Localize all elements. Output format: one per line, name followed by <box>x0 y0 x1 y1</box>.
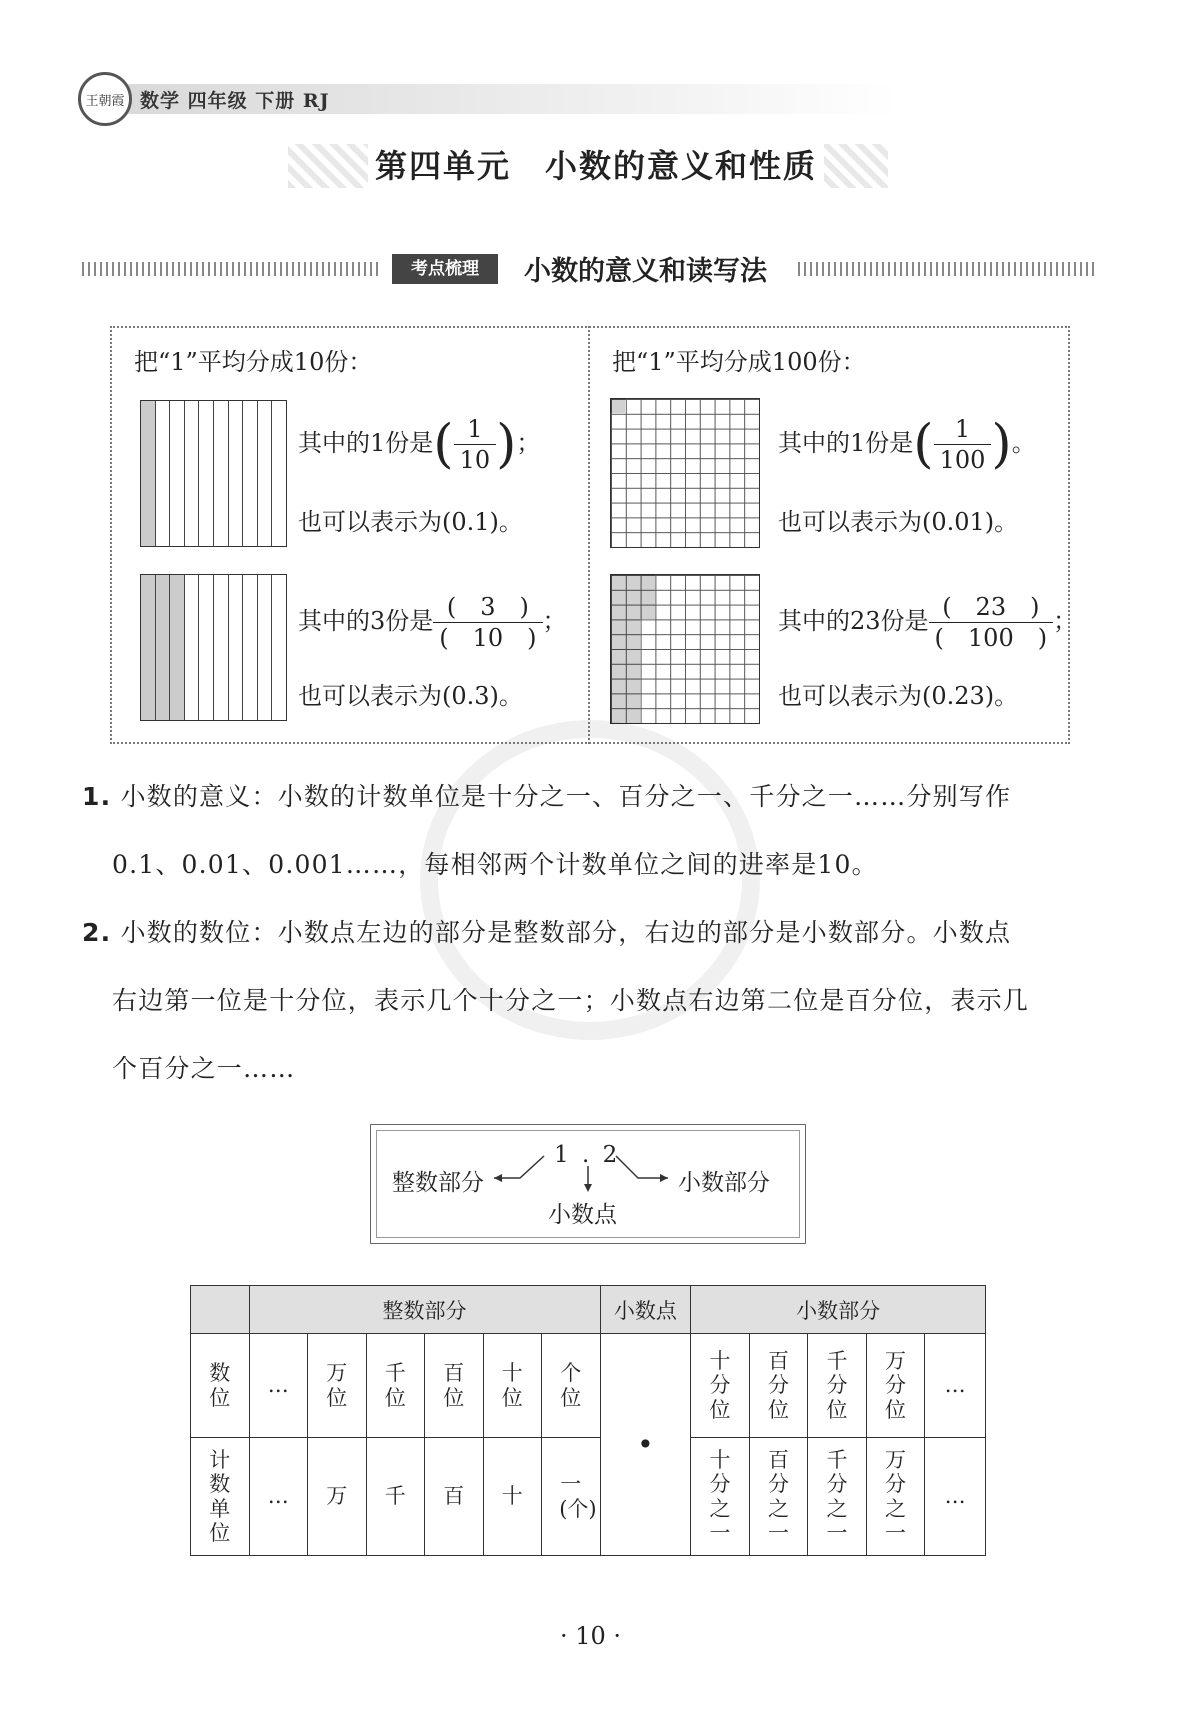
point-1-line1: 1. 小数的意义：小数的计数单位是十分之一、百分之一、千分之一……分别写作 <box>82 782 1012 811</box>
table-header-decimal: 小数部分 <box>691 1286 986 1334</box>
shaded-columns <box>610 574 640 724</box>
table-cell: 万分位 <box>866 1334 925 1438</box>
diagram-point-label: 小数点 <box>548 1202 617 1228</box>
right-item2-line1: 其中的23份是 $\frac{( 23 )}{( 100 )}$ ； <box>778 593 1078 652</box>
right-item1-line1: 其中的1份是( $\frac{1}{100}$ )。 <box>778 414 1036 475</box>
table-decimal-point: • <box>600 1334 691 1556</box>
table-cell: … <box>925 1438 986 1556</box>
left-item1-line2: 也可以表示为(0.1)。 <box>298 508 523 536</box>
table-cell: … <box>249 1334 308 1438</box>
left-item1-line1: 其中的1份是( $\frac{1}{10}$ )； <box>298 414 541 475</box>
table-cell: 十分位 <box>691 1334 750 1438</box>
unit-title: 第四单元 小数的意义和性质 <box>368 144 824 188</box>
diagram-number: 1 . 2 <box>554 1142 621 1168</box>
row-label-unit: 计数单位 <box>191 1438 250 1556</box>
page-number: · 10 · <box>559 1622 622 1650</box>
point-2-line2: 右边第一位是十分位，表示几个十分之一；小数点右边第二位是百分位，表示几 <box>112 986 1030 1015</box>
table-cell: 千 <box>366 1438 425 1556</box>
section-title: 小数的意义和读写法 <box>524 256 767 287</box>
left-item2-line1: 其中的3份是 $\frac{( 3 )}{( 10 )}$ ； <box>298 593 567 652</box>
section-tag: 考点梳理 <box>392 254 498 284</box>
table-cell: 百分之一 <box>749 1438 808 1556</box>
table-cell: 十 <box>483 1438 542 1556</box>
tenths-strip-diagram-1 <box>140 400 287 547</box>
hundredths-grid-1 <box>610 398 760 548</box>
table-cell: 百 <box>425 1438 484 1556</box>
table-cell: 十位 <box>483 1334 542 1438</box>
table-cell: 万位 <box>308 1334 367 1438</box>
point-2-line3: 个百分之一…… <box>112 1054 296 1083</box>
place-value-table <box>190 1285 986 1556</box>
diagram-arrows <box>370 1124 806 1244</box>
table-cell: … <box>249 1438 308 1556</box>
table-cell: 万分之一 <box>866 1438 925 1556</box>
left-heading: 把“1”平均分成10份： <box>134 348 373 376</box>
table-header-integer: 整数部分 <box>249 1286 600 1334</box>
row-label-place: 数位 <box>191 1334 250 1438</box>
table-cell: 个位 <box>542 1334 601 1438</box>
diagram-decimal-label: 小数部分 <box>678 1170 770 1196</box>
brand-logo: 王朝霞 <box>78 72 132 126</box>
left-item2-line2: 也可以表示为(0.3)。 <box>298 682 523 710</box>
point-1-line2: 0.1、0.01、0.001……，每相邻两个计数单位之间的进率是10。 <box>112 850 878 879</box>
table-cell: 千位 <box>366 1334 425 1438</box>
table-cell: 千分位 <box>808 1334 867 1438</box>
table-cell: 百位 <box>425 1334 484 1438</box>
table-cell: 万 <box>308 1438 367 1556</box>
shaded-square <box>610 398 625 413</box>
header-text: 数学 四年级 下册 RJ <box>140 90 330 112</box>
right-item1-line2: 也可以表示为(0.01)。 <box>778 508 1019 536</box>
right-item2-line2: 也可以表示为(0.23)。 <box>778 682 1019 710</box>
table-cell: 百分位 <box>749 1334 808 1438</box>
table-cell: … <box>925 1334 986 1438</box>
table-corner <box>191 1286 250 1334</box>
tenths-strip-diagram-2 <box>140 574 287 721</box>
table-cell: 十分之一 <box>691 1438 750 1556</box>
box-divider <box>588 326 590 744</box>
point-2-line1: 2. 小数的数位：小数点左边的部分是整数部分，右边的部分是小数部分。小数点 <box>82 918 1012 947</box>
dotted-rule-right <box>798 262 1098 276</box>
right-heading: 把“1”平均分成100份： <box>612 348 866 376</box>
dotted-rule-left <box>82 262 382 276</box>
shaded-cells <box>640 574 655 619</box>
table-header-point: 小数点 <box>600 1286 691 1334</box>
table-cell: 一(个) <box>542 1438 601 1556</box>
table-cell: 千分之一 <box>808 1438 867 1556</box>
diagram-integer-label: 整数部分 <box>392 1170 484 1196</box>
